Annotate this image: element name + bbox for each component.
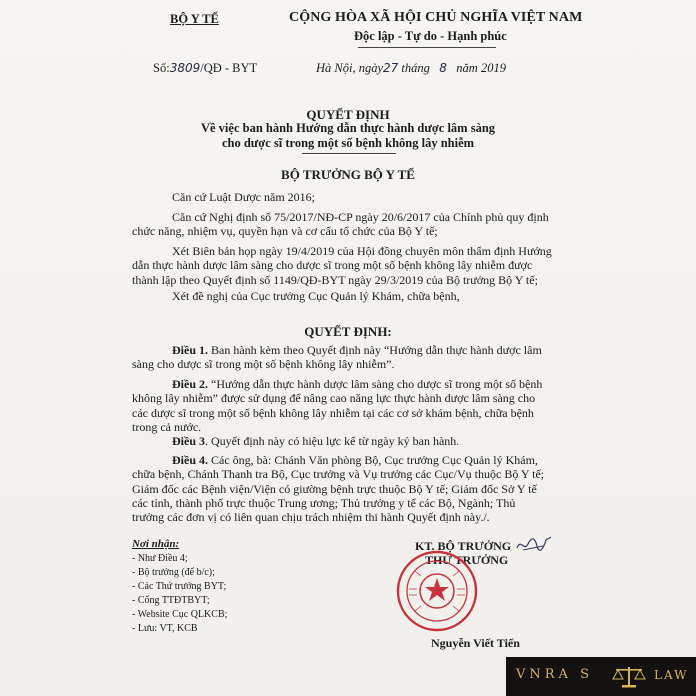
subject-underline [302,153,396,154]
basis-line: Xét đề nghị của Cục trưởng Cục Quản lý Khám, chữa bệnh, [172,289,460,303]
article-line: trưởng các đơn vị có liên quan chịu trách nhiệm thi hành Quyết định này./. [132,510,490,525]
article-line: “Hướng dẫn thực hành dược lâm sàng cho dược sĩ trong một số bệnh [211,377,543,391]
article-label: Điều 1. [172,343,208,357]
basis-line: thành lập theo Quyết định số 1149/QĐ-BYT ngày 29/3/2019 của Bộ trưởng Bộ Y tế; [132,272,538,287]
basis-line: dẫn thực hành dược lâm sàng cho dược sĩ trong một số bệnh không lây nhiễm được [132,258,533,273]
recipient-item: - Như Điều 4; [132,553,188,564]
day-handwritten: 27 [383,61,399,75]
article-label: Điều 2. [172,377,208,391]
document-subject-line-1: Về việc ban hành Hướng dẫn thực hành dược lâm sàng [200,121,496,135]
year-label: năm 2019 [456,61,506,75]
recipient-item: - Website Cục QLKCB; [132,609,228,620]
doc-number-suffix: /QĐ - BYT [200,61,258,75]
doc-number-prefix: Số: [153,61,170,75]
watermark-text: VNRA S [516,667,593,682]
document-number [153,61,257,76]
basis-paragraph [132,210,549,239]
scales-of-justice-icon [610,664,648,690]
article-line: các dược sĩ trong một số bệnh không lây nhiễm tại các cơ sở khám bệnh, chữa bệnh [132,405,534,420]
article-3 [132,434,459,448]
basis-line: chức năng, nhiệm vụ, quyền hạn và cơ cấu tổ chức của Bộ Y tế; [132,224,438,239]
article-line: Các ông, bà: Chánh Văn phòng Bộ, Cục trưởng Cục Quản lý Khám, [211,453,538,467]
issuer-heading: BỘ TRƯỞNG BỘ Y TẾ [281,167,415,182]
article-line: không lây nhiễm” được sử dụng để nâng cao năng lực thực hành dược lâm sàng cho [132,391,536,406]
basis-paragraph [172,190,315,204]
article-line: Giám đốc các Bệnh viện/Viện có giường bệnh trực thuộc Bộ Y tế; Giám đốc Sở Y tế [132,481,537,496]
national-title: CỘNG HÒA XÃ HỘI CHỦ NGHĨA VIỆT NAM [289,10,583,25]
basis-line: Căn cứ Luật Dược năm 2016; [172,190,315,204]
article-2 [132,377,542,434]
article-label: Điều 3 [172,434,205,448]
article-line: . Quyết định này có hiệu lực kể từ ngày ký ban hành. [205,434,460,448]
article-1 [132,343,542,372]
signature-title-primary: KT. BỘ TRƯỞNG [415,539,512,553]
article-line: sàng cho dược sĩ trong một số bệnh không lây nhiễm”. [132,357,395,372]
basis-paragraph [172,289,460,303]
issuing-organization: BỘ Y TẾ [170,12,219,26]
basis-line: Căn cứ Nghị định số 75/2017/NĐ-CP ngày 20/6/2017 của Chính phủ quy định [172,210,549,224]
watermark-logo [506,657,696,696]
official-seal-icon [395,549,479,633]
basis-paragraph [132,244,552,287]
signer-name: Nguyễn Viết Tiến [431,636,520,650]
national-motto: Độc lập - Tự do - Hạnh phúc [354,29,507,43]
handwritten-signature-icon [515,534,553,554]
recipient-item: - Lưu: VT, KCB [132,623,198,634]
recipient-item: - Bộ trưởng (để b/c); [132,567,215,578]
article-line: chữa bệnh, Chánh Thanh tra Bộ, Cục trưởng và Vụ trưởng các Cục/Vụ thuộc Bộ Y tế; [132,467,545,482]
document-subject-line-2: cho dược sĩ trong một số bệnh không lây nhiễm [221,136,475,150]
article-4 [132,453,544,524]
month-label: tháng [401,61,430,75]
doc-number-handwritten: 3809 [169,61,201,75]
article-label: Điều 4. [172,453,208,467]
place-and-date [316,61,506,76]
motto-underline [358,47,496,48]
article-line: trong cả nước. [132,419,202,434]
recipient-item: - Các Thứ trưởng BYT; [132,581,227,592]
signature-title-secondary: THỨ TRƯỞNG [425,553,509,567]
watermark-text-law: LAW [654,668,689,682]
recipient-item: - Cổng TTĐTBYT; [132,595,210,606]
article-line: Ban hành kèm theo Quyết định này “Hướng dẫn thực hành dược lâm [211,343,542,357]
document-title: QUYẾT ĐỊNH [306,107,390,122]
month-handwritten: 8 [439,61,447,75]
article-line: các tỉnh, thành phố trực thuộc Trung ương; Thủ trưởng y tế các Bộ, Ngành; Thủ [132,495,516,510]
recipients-label: Nơi nhận: [132,538,180,550]
basis-line: Xét Biên bản họp ngày 19/4/2019 của Hội đồng chuyên môn thẩm định Hướng [172,244,552,258]
decision-heading: QUYẾT ĐỊNH: [304,324,392,339]
place-label: Hà Nội, ngày [316,61,384,75]
